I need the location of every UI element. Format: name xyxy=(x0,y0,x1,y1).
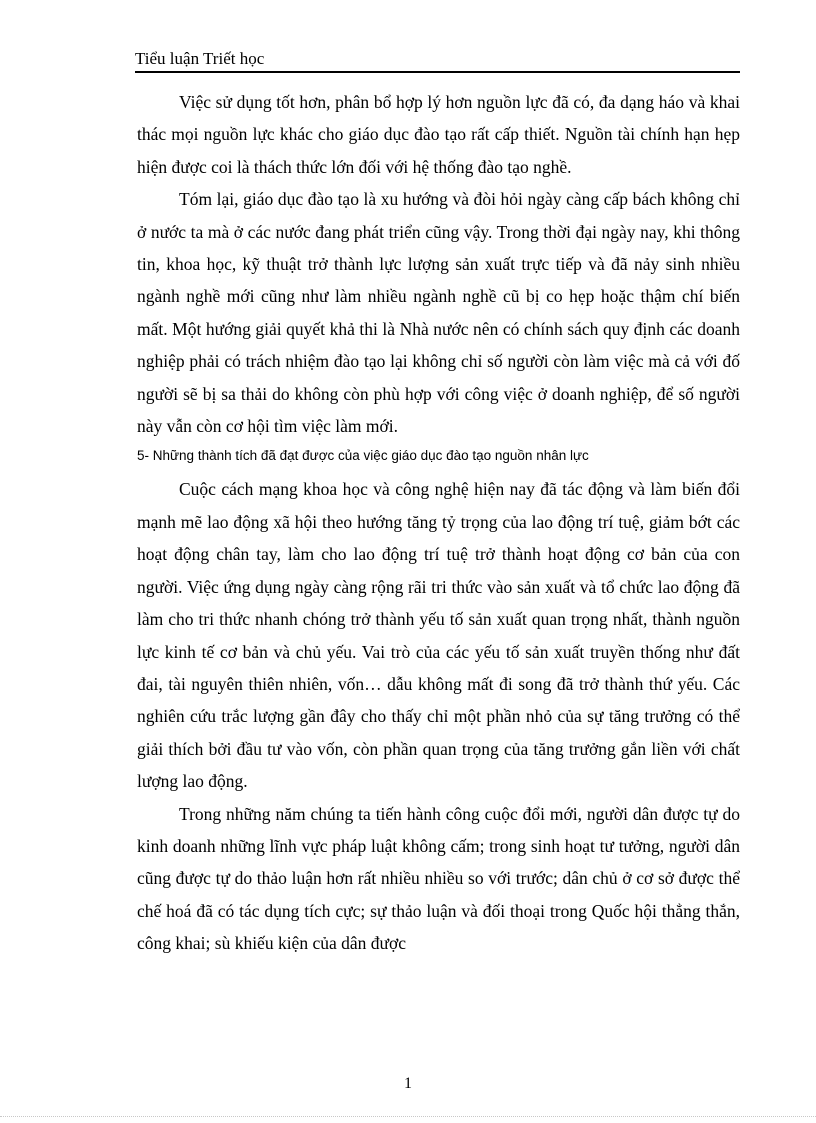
body-paragraph-1: Việc sử dụng tốt hơn, phân bổ hợp lý hơn nguồn lực đã có, đa dạng háo và khai thác mọi nguồn lực khác cho giáo dục đào tạo rất cấp thiết. Nguồn tài chính hạn hẹp hiện được coi là thách thức lớn đối với hệ thống đào tạo nghề. xyxy=(137,92,740,177)
page-header-title: Tiểu luận Triết học xyxy=(135,49,265,68)
body-paragraph-4: Trong những năm chúng ta tiến hành công cuộc đổi mới, người dân được tự do kinh doanh những lĩnh vực pháp luật không cấm; trong sinh hoạt tư tưởng, người dân cũng được tự do thảo luận hơn rất nhiều nhiều so với trước; dân chủ ở cơ sở được thể chế hoá đã có tác dụng tích cực; sự thảo luận và đối thoại trong Quốc hội thẳng thắn, công khai; sù khiếu kiện của dân được xyxy=(137,803,740,954)
body-paragraph-2: Tóm lại, giáo dục đào tạo là xu hướng và đòi hỏi ngày càng cấp bách không chỉ ở nước ta mà ở các nước đang phát triển cũng vậy. Trong thời đại ngày nay, khi thông tin, khoa học, kỹ thuật trở thành lực lượng sản xuất trực tiếp và đã nảy sinh nhiều ngành nghề mới cũng như làm nhiều ngành nghề cũ bị co hẹp hoặc thậm chí biến mất. Một hướng giải quyết khả thi là Nhà nước nên có chính sách quy định các doanh nghiệp phải có trách nhiệm đào tạo lại không chỉ số người còn làm việc mà cả với đố người sẽ bị sa thải do không còn phù hợp với công việc ở doanh nghiệp, để số người này vẫn còn cơ hội tìm việc làm mới. xyxy=(137,189,740,437)
document-body xyxy=(137,86,740,960)
page-bottom-border xyxy=(0,1116,816,1117)
body-paragraph-3: Cuộc cách mạng khoa học và công nghệ hiện nay đã tác động và làm biến đổi mạnh mẽ lao động xã hội theo hướng tăng tỷ trọng của lao động trí tuệ, giảm bớt các hoạt động chân tay, làm cho lao động trí tuệ trở thành hoạt động cơ bản của con người. Việc ứng dụng ngày càng rộng rãi tri thức vào sản xuất và tổ chức lao động đã làm cho tri thức nhanh chóng trở thành yếu tố sản xuất quan trọng nhất, thành nguồn lực kinh tế cơ bản và chủ yếu. Vai trò của các yếu tố sản xuất truyền thống như đất đai, tài nguyên thiên nhiên, vốn… dẫu không mất đi song đã trở thành thứ yếu. Các nghiên cứu trắc lượng gần đây cho thấy chỉ một phần nhỏ của sự tăng trưởng có thể giải thích bởi đầu tư vào vốn, còn phần quan trọng của tăng trưởng gắn liền với chất lượng lao động. xyxy=(137,479,740,792)
section-heading: 5- Những thành tích đã đạt được của việc giáo dục đào tạo nguồn nhân lực xyxy=(137,448,589,464)
page-number: 1 xyxy=(404,1075,412,1092)
header-divider xyxy=(135,71,740,73)
